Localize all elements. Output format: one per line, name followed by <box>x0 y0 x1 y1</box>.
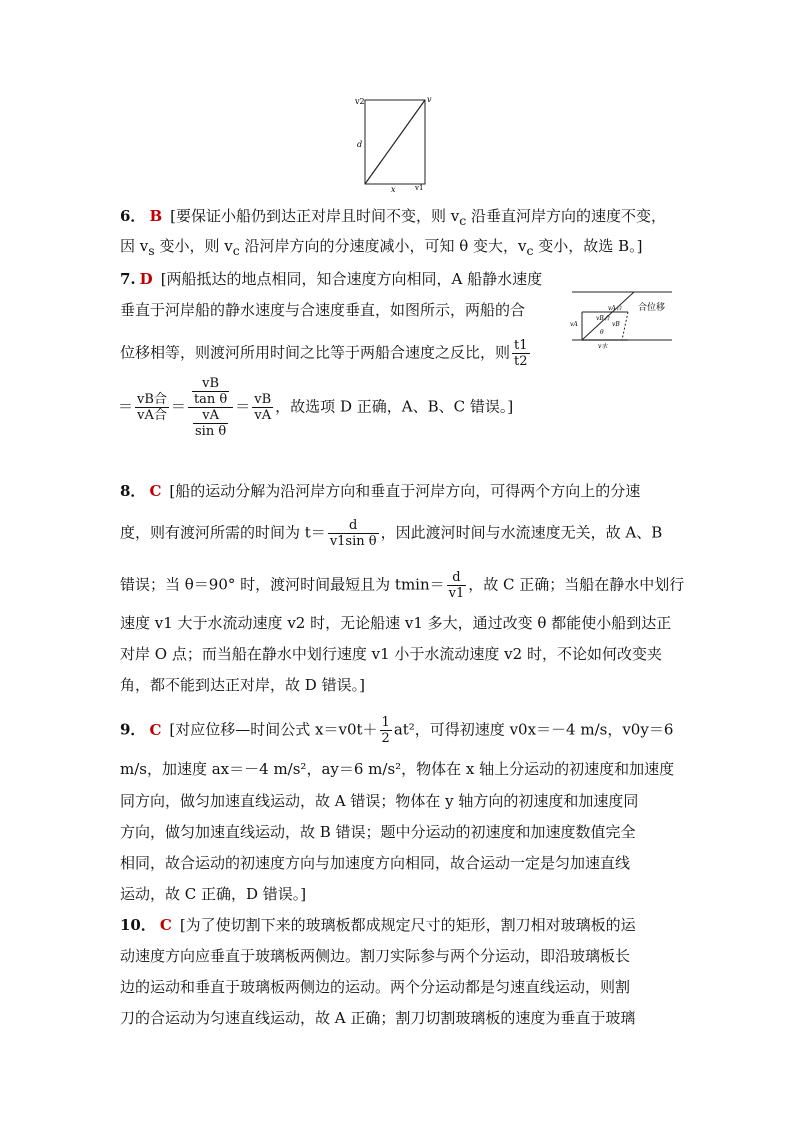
eq3-den: vA <box>254 408 272 423</box>
q6-line1 <box>120 205 680 232</box>
q8-text2b: ，因此渡河时间与水流速度无关，故 A、B <box>380 523 663 542</box>
eq2dn: vA <box>193 408 228 424</box>
q8f2d: v1 <box>448 586 465 601</box>
label-vb: vB <box>612 321 620 328</box>
label-theta: θ <box>600 329 604 336</box>
label-va: vA <box>570 321 578 328</box>
q6-sub1: c <box>459 213 467 228</box>
q7-text1: [两船抵达的地点相同，知合速度方向相同，A 船静水速度 <box>160 270 543 288</box>
label-v1: v1 <box>415 184 424 192</box>
q6-text2-tail: 沿河岸方向的分速度减小，可知 θ 变大，v <box>239 237 527 255</box>
q10-line3 <box>120 976 680 998</box>
q7-line3 <box>120 338 560 369</box>
q8-answer: C <box>149 482 162 500</box>
q9-answer: C <box>149 720 162 739</box>
eq1-den: vA合 <box>137 408 167 423</box>
label-vshui: v水 <box>598 343 608 350</box>
q8-text2a: 度，则有渡河所需的时间为 t＝ <box>120 523 326 542</box>
t2: t2 <box>514 354 528 369</box>
eq2-num-frac <box>192 376 229 407</box>
q8-line3 <box>120 570 685 601</box>
q9-text3: 同方向，做匀加速直线运动，故 A 错误；物体在 y 轴方向的初速度和加速度同 <box>120 792 639 810</box>
q10-text1: [为了使切割下来的玻璃板都成规定尺寸的矩形，割刀相对玻璃板的运 <box>179 916 636 934</box>
q6-text1: [要保证小船仍到达正对岸且时间不变，则 v <box>170 207 460 225</box>
label-vb-he: vB合 <box>596 315 610 322</box>
q8-line6 <box>120 674 680 696</box>
q8-text6: 角，都不能到达正对岸，故 D 错误。] <box>120 676 365 694</box>
q9-text4: 方向，做匀加速直线运动，故 B 错误；题中分运动的初速度和加速度数值完全 <box>120 823 636 841</box>
q10-text2: 动速度方向应垂直于玻璃板两侧边。割刀实际参与两个分运动，即沿玻璃板长 <box>120 947 631 965</box>
eq2-num <box>188 376 233 408</box>
label-hewei: 合位移 <box>638 303 666 313</box>
q6-sub3: c <box>232 243 240 258</box>
q6-answer: B <box>149 207 163 225</box>
q8-line5 <box>120 643 680 665</box>
q10-line1 <box>120 914 680 936</box>
q7-eq-tail: ，故选项 D 正确，A、B、C 错误。] <box>275 397 514 416</box>
q10-line2 <box>120 945 680 967</box>
q6-number: 6． <box>120 207 146 225</box>
eq2-den <box>188 408 233 439</box>
q7-time-ratio <box>512 338 530 369</box>
label-v: v <box>427 95 432 104</box>
q8-line1 <box>120 480 680 502</box>
q9-line3 <box>120 790 680 812</box>
q8-text3b: ，故 C 正确；当船在静水中划行 <box>468 575 685 594</box>
q9-text1a: [对应位移—时间公式 x＝v0t＋ <box>169 720 378 739</box>
q8-text1: [船的运动分解为沿河岸方向和垂直于河岸方向，可得两个方向上的分速 <box>169 482 641 500</box>
q9-line1 <box>120 715 680 746</box>
eq2nd: tan θ <box>193 392 228 407</box>
q8-text3a: 错误；当 θ＝90° 时，渡河时间最短且为 tmin＝ <box>120 575 445 594</box>
q6-sub4: c <box>526 243 534 258</box>
q8-line2 <box>120 518 680 549</box>
q10-answer: C <box>159 916 172 934</box>
q8-number: 8． <box>120 482 146 500</box>
q10-number: 10． <box>120 916 156 934</box>
q10-line4 <box>120 1007 680 1029</box>
q9-half <box>380 715 392 746</box>
half-den: 2 <box>381 731 390 746</box>
label-x: x <box>391 185 396 194</box>
q9-line2 <box>120 758 680 780</box>
q8-frac2 <box>447 570 467 601</box>
boats-velocity-diagram <box>562 286 682 352</box>
q6-text2-mid: 变小，则 v <box>154 237 233 255</box>
q8-frac1 <box>328 518 379 549</box>
q7-line2 <box>120 299 560 321</box>
q9-line5 <box>120 852 680 874</box>
eq-frac2 <box>188 376 233 439</box>
q7-text3: 位移相等，则渡河所用时间之比等于两船合速度之反比，则 <box>120 343 511 362</box>
eq-frac1 <box>135 392 169 423</box>
eq2-den-frac <box>193 408 228 439</box>
q6-text2-end: 变小，故选 B。] <box>533 237 643 255</box>
eq2dd: sin θ <box>195 424 227 439</box>
q9-text1b: at²，可得初速度 v0x＝－4 m/s，v0y＝6 <box>393 720 674 739</box>
q7-answer: D <box>139 270 153 288</box>
q10-text4: 刀的合运动为匀速直线运动，故 A 正确；割刀切割玻璃板的速度为垂直于玻璃 <box>120 1009 636 1027</box>
q6-line2 <box>120 235 680 262</box>
q7-number: 7. <box>120 270 136 288</box>
q8-text4: 速度 v1 大于水流动速度 v2 时，无论船速 v1 多大，通过改变 θ 都能使小船到达正 <box>120 614 672 632</box>
eq2nn: vB <box>192 376 229 392</box>
q9-line6 <box>120 883 680 905</box>
q8f1d: v1sin θ <box>329 534 377 549</box>
q6-text2: 因 v <box>120 237 149 255</box>
q9-text5: 相同，故合运动的初速度方向与加速度方向相同，故合运动一定是匀加速直线 <box>120 854 631 872</box>
q7-text2: 垂直于河岸船的静水速度与合速度垂直，如图所示，两船的合 <box>120 301 526 319</box>
q9-text2: m/s，加速度 ax＝－4 m/s²，ay＝6 m/s²，物体在 x 轴上分运动的初速度和加速度 <box>120 760 675 778</box>
q9-line4 <box>120 821 680 843</box>
q6-text1-tail: 沿垂直河岸方向的速度不变， <box>466 207 667 225</box>
q8-text5: 对岸 O 点；而当船在静水中划行速度 v1 小于水流动速度 v2 时，不论如何改变夹 <box>120 645 662 663</box>
q9-text6: 运动，故 C 正确，D 错误。] <box>120 885 307 903</box>
label-d: d <box>357 140 363 149</box>
eq1-num: vB合 <box>137 392 167 407</box>
q8f1n: d <box>328 518 379 534</box>
q6-sub2: s <box>148 243 155 258</box>
label-va-he: vA合 <box>608 305 622 312</box>
velocity-rectangle-diagram <box>355 92 432 194</box>
half-num: 1 <box>381 715 390 730</box>
eq-frac3 <box>252 392 273 423</box>
q10-text3: 边的运动和垂直于玻璃板两侧边的运动。两个分运动都是匀速直线运动，则割 <box>120 978 631 996</box>
q8-line4 <box>120 612 680 634</box>
q8f2n: d <box>447 570 467 586</box>
t1: t1 <box>514 338 528 353</box>
label-v2: v2 <box>355 97 365 106</box>
eq3-num: vB <box>254 392 272 407</box>
q7-equation: ＝ $\frac{\text{vB合}}{\text{vA合}}$ ＝ $\frac{\frac{vB}{\text{tan θ}}}{\frac{vA}{\text{sin θ}}}$ ＝ $\frac{vB}{vA}$ ，故选项 D 正确，A、B、C 错误。] <box>118 376 514 439</box>
q9-number: 9． <box>120 720 146 739</box>
